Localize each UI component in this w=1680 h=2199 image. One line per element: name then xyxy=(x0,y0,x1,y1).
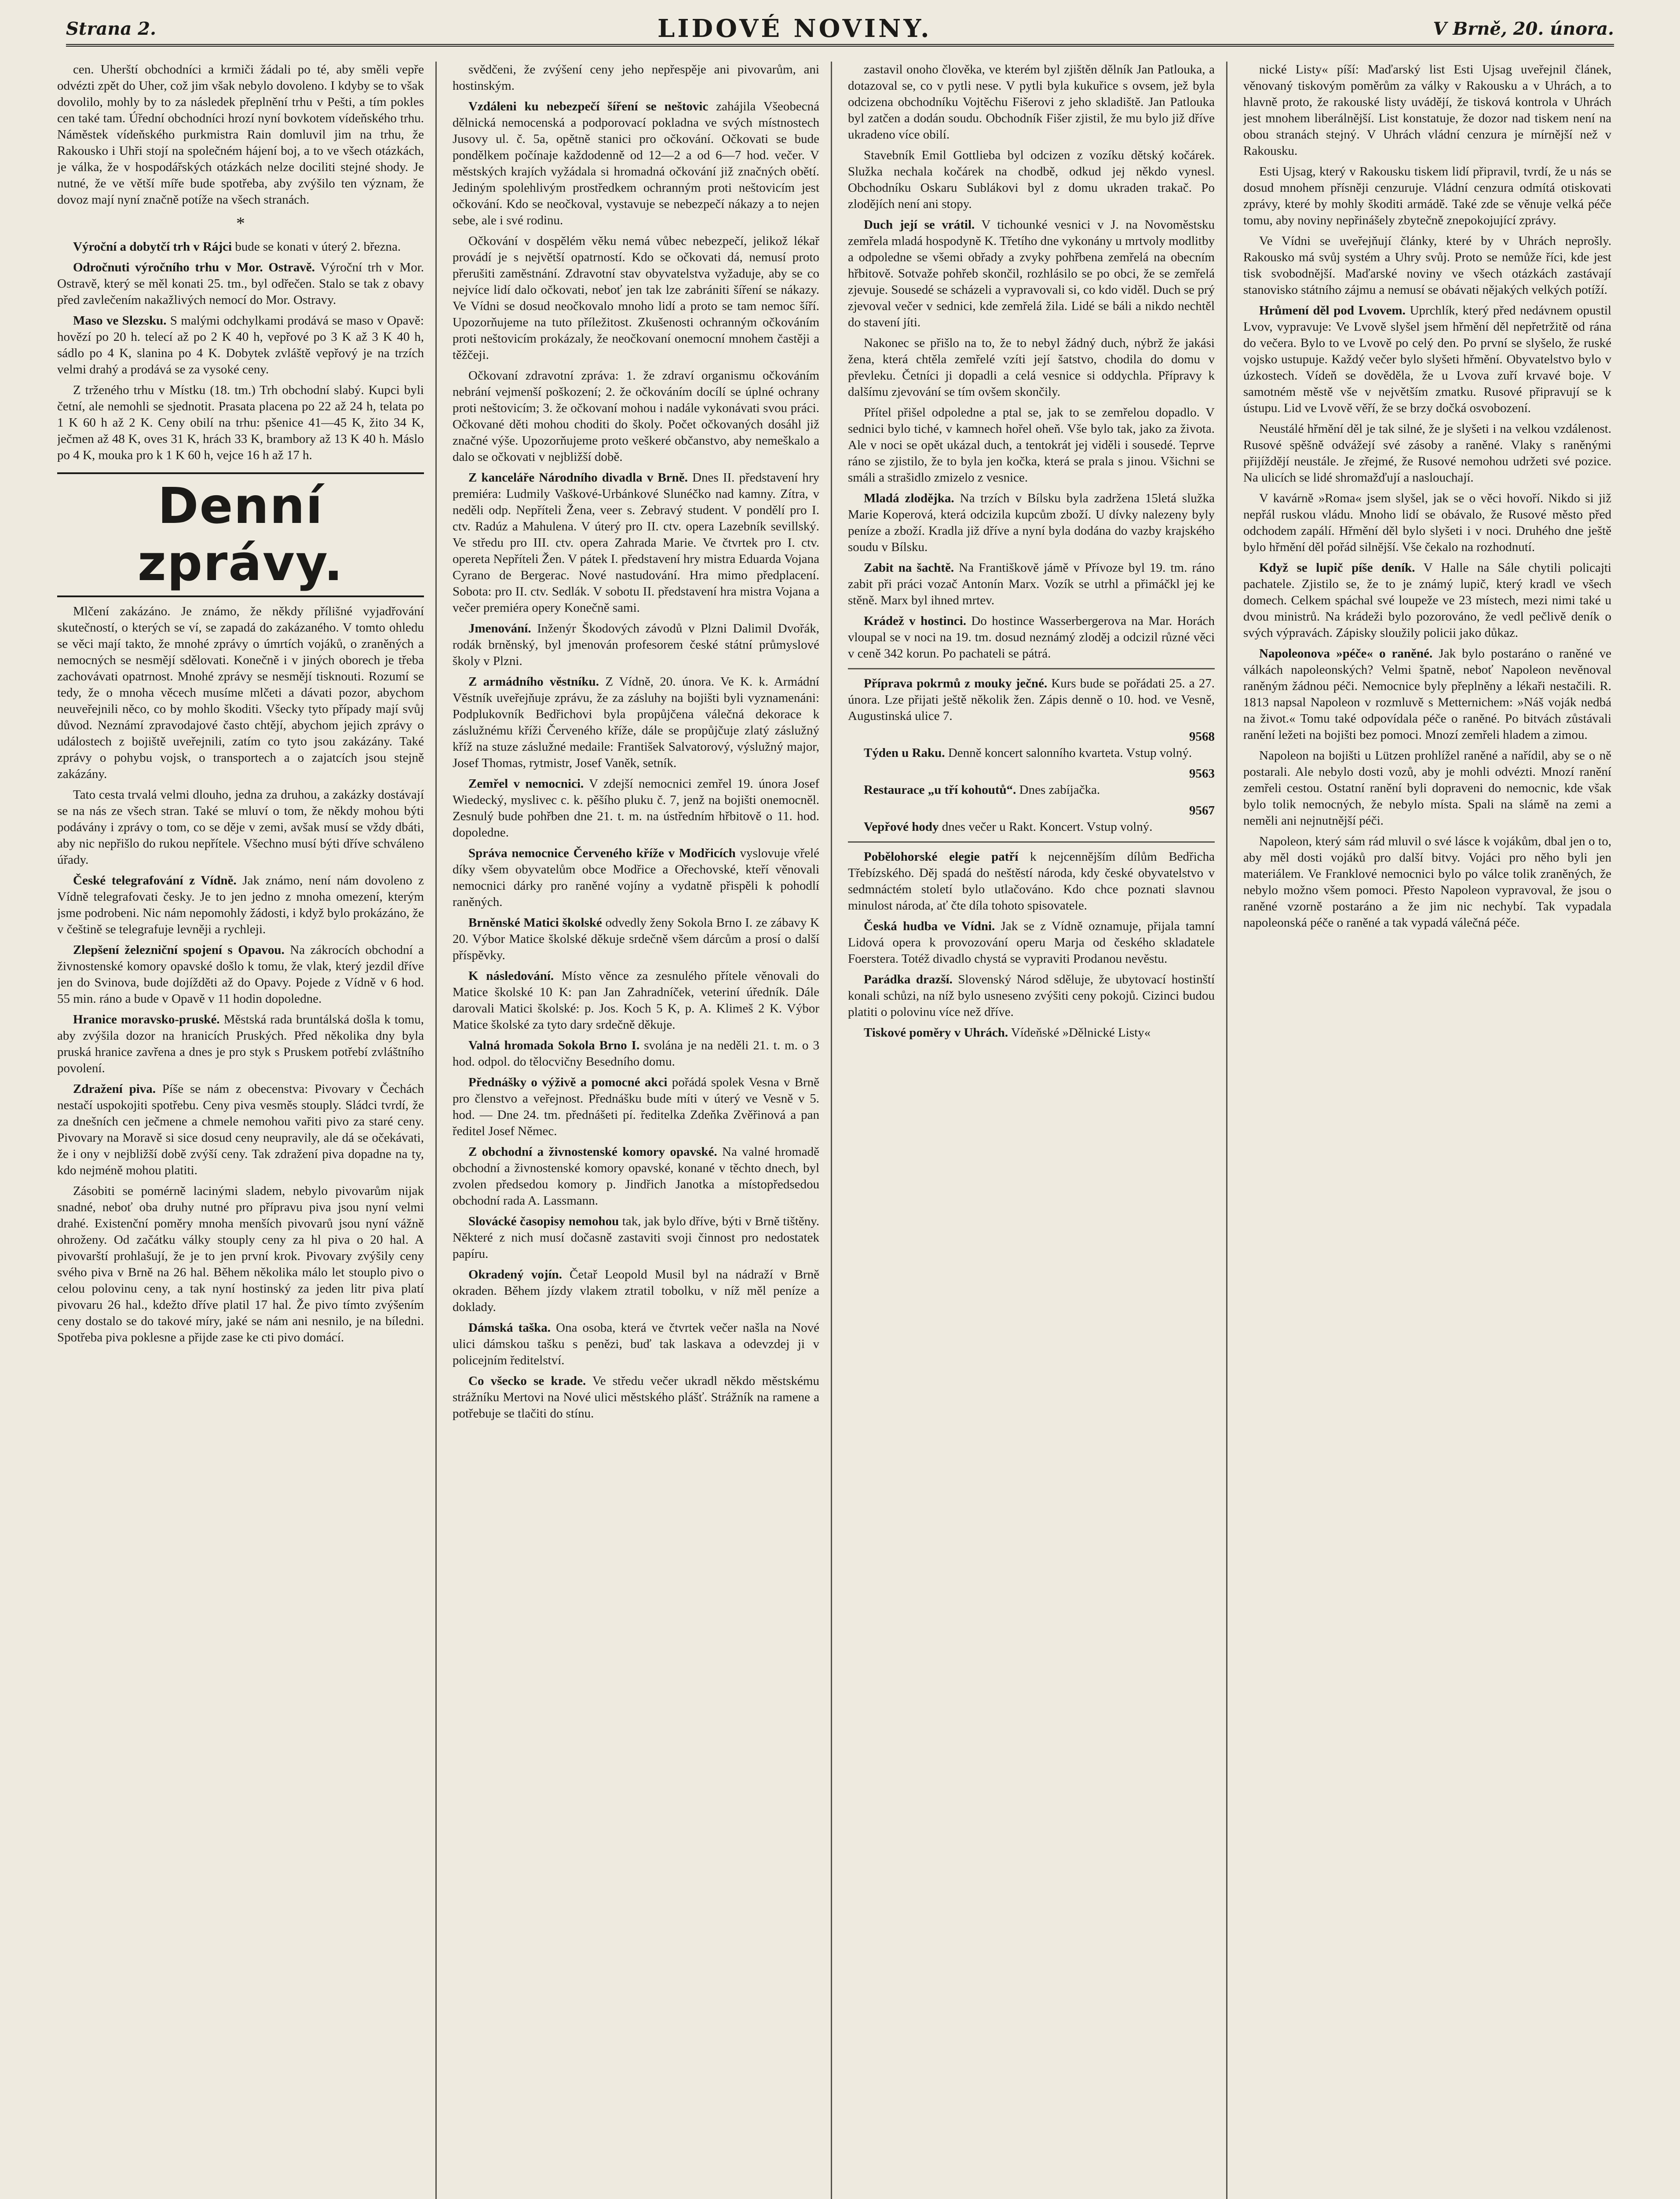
ad-head: Příprava pokrmů z mouky ječné. xyxy=(864,676,1048,690)
ad-head: Týden u Raku. xyxy=(864,746,945,760)
newspaper-title: LIDOVÉ NOVINY. xyxy=(657,14,932,43)
article-paragraph: V kavárně »Roma« jsem slyšel, jak se o věci hovoří. Nikdo si již nepřál ruskou vládu. Mnoho lidí se obávalo, že Rusové město před odchodem zapálí. Hřmění děl bylo slyšeti i v noci. Druhého dne ještě bylo hřmění děl pořád silnější. Vše čekalo na rozhodnutí. xyxy=(1243,491,1611,554)
article-head: Výroční a dobytčí trh v Rájci xyxy=(73,240,232,254)
divider xyxy=(848,841,1215,843)
article-head: Krádež v hostinci. xyxy=(864,614,967,628)
masthead xyxy=(66,13,1614,47)
article-paragraph: Tiskové poměry v Uhrách. Vídeňské »Dělnické Listy« xyxy=(864,1026,1151,1040)
article-paragraph: Valná hromada Sokola Brno I. svolána je na neděli 21. t. m. o 3 hod. odpol. do tělocvičny Besedního domu. xyxy=(453,1038,820,1069)
ad-head: Vepřové hody xyxy=(864,820,939,834)
article-paragraph: Očkovaní zdravotní zpráva: 1. že zdraví organismu očkováním nebrání vejmenší poškození; 2. že očkováním docílí se úplné ochrany proti neštovicím; 3. že očkovaní mohou i nadále vykonávati svou práci. Očkované děti mohou choditi do školy. Počet očkovaných dosáhl již značné výše. Upozorňujeme proto veškeré občanstvo, aby nemeškalo a dalo se očkovati v nejbližší době. xyxy=(453,369,819,464)
article-head: Hranice moravsko-pruské. xyxy=(73,1012,220,1026)
article-paragraph: K následování. Místo věnce za zesnulého přítele věnovali do Matice školské 10 K: pan Jan Zahradníček, veteriní úředník. Dále darovali Matici školské: p. Jos. Koch 5 K, p. A. Klimeš 2 K. Výbor Matice školské za tyto dary srdečně děkuje. xyxy=(453,969,820,1032)
article-paragraph: Tato cesta trvalá velmi dlouho, jedna za druhou, a zakázky dostávají se na nás ze všech stran. Také se mluví o tom, že někdy mohou býti podávány i zprávy o tom, co se děje v zemi, avšak musí se vždy dbáti, aby nic nepřišlo do rukou nepřítele. Všechno musí býti dříve schváleno úřady. xyxy=(57,788,424,867)
article-paragraph: Odročnuti výročního trhu v Mor. Ostravě. Výroční trh v Mor. Ostravě, který se měl konati 25. tm., byl odřečen. Stalo se tak z obavy před zavlečením nakažlivých nemocí do Mor. Ostravy. xyxy=(57,260,424,307)
column-3 xyxy=(848,62,1227,2199)
article-paragraph: svědčeni, že zvýšení ceny jeho nepřespěje ani pivovarům, ani hostinským. xyxy=(453,62,819,93)
article-paragraph: Duch její se vrátil. V tichounké vesnici v J. na Novoměstsku zemřela mladá hospodyně K. Třetího dne vykonány u mrtvoly modlitby a odpoledne se všemi obřady a zvyky pohřbena zemřelá na obecním hřbitově. Sotvaže pohřeb skončil, rozhlásilo se po obci, že se zemřelá zjevuje. Sousedé se scházeli a vypravovali si, co kdo viděl. Duch se prý zjevoval večer v sednici, kde zemřelá žila. Lidé se báli a nikdo nechtěl do stavení jíti. xyxy=(848,218,1215,329)
article-paragraph: Zásobiti se pomérně lacinými sladem, nebylo pivovarům nijak snadné, neboť oba druhy nutné pro přípravu piva jsou nyní velmi drahé. Existenční poměry mnoha menších pivovarů jsou nyní vážně ohroženy. Od začátku války stouply ceny za hl piva o 20 hal. A pivovarští prohlašují, že je to jen první krok. Pivovary zvýšily ceny svého piva v Brně na 26 hal. Během několika málo let stouplo pivo o celou polovinu ceny, a tak nyní hostinský za jeden litr piva platí pivovaru 26 hal., kdežto dříve platil 17 hal. Že pivo tímto zvýšením ceny dostalo se do takové míry, jaké se nám ani nesnilo, je na bíledni. Spotřeba piva poklesne a přijde zase ke cti pivo domácí. xyxy=(57,1184,424,1344)
column-4 xyxy=(1243,62,1623,2199)
article-head: Okradený vojín. xyxy=(468,1268,562,1282)
article-paragraph: Napoleonova »péče« o raněné. Jak bylo postaráno o raněné ve válkách napoleonských? Velmi špatně, neboť Napoleon nevěnoval raněným žádnou péči. Nemocnice byly přeplněny a lékaři nestačili. R. 1813 napsal Napoleon v rozmluvě s Metternichem: »Náš voják nedbá na život.« Tomu také odpovídala péče o raněné. Po bitvách zůstávali ranění ležeti na bojišti bez pomoci. Mnozí zemřeli hladem a zimou. xyxy=(1243,647,1612,742)
article-paragraph: Hrůmení děl pod Lvovem. Uprchlík, který před nedávnem opustil Lvov, vypravuje: Ve Lvově slyšel jsem hřmění děl nepřetržitě od rána do večera. Bylo to ve Lvově po celý den. Po první se slyšelo, že ruské vojsko ustupuje. Každý večer bylo slyšeti hřmění. Obyvatelstvo bylo v úzkostech. Vídeň se dověděla, že u Lvova zuří krvavé boje. V samotném městě vše v největším zmatku. Rusové připravují se k ústupu. Lid ve Lvově věří, že se brzy dočká osvobození. xyxy=(1243,303,1611,415)
article-paragraph: Napoleon na bojišti u Lützen prohlížel raněné a nařídil, aby se o ně postarali. Ale nebylo dosti vozů, aby je mohli odvézti. Mnozí ranění zemřeli cestou. Ostatní ranění byli dopraveni do nemocnic, kde však bylo tolik nemocných, že nebylo místa. Spali na slámě na zemi a neměli ani nejnutnější péči. xyxy=(1243,749,1611,828)
article-paragraph: Esti Ujsag, který v Rakousku tiskem lidí připravil, tvrdí, že u nás se dosud mnohem přísněji cenzuruje. Vládní cenzura odmítá otiskovati zprávy, které by mohly škoditi armádě. Také zde se věnuje velká péče tomu, aby noviny nepřinášely zbytečně znepokojující zprávy. xyxy=(1243,164,1611,227)
article-head: Odročnuti výročního trhu v Mor. Ostravě. xyxy=(73,260,315,274)
article-columns xyxy=(57,62,1623,2199)
article-head: Napoleonova »péče« o raněné. xyxy=(1259,647,1433,661)
article-head: Hrůmení děl pod Lvovem. xyxy=(1259,303,1406,318)
article-head: Z kanceláře Národního divadla v Brně. xyxy=(468,471,688,485)
advertisement: Restaurace „u tří kohoutů“. Dnes zabíjačka. xyxy=(864,783,1100,797)
article-head: Přednášky o výživě a pomocné akci xyxy=(468,1075,668,1089)
article-paragraph: Přednášky o výživě a pomocné akci pořádá spolek Vesna v Brně pro členstvo a veřejnost. Přednášku bude míti v úterý ve Vesně v 5. hod. — Dne 24. tm. přednášeti pí. ředitelka Zdeňka Zvěřinová a pan ředitel Josef Němec. xyxy=(453,1075,819,1138)
article-head: Valná hromada Sokola Brno I. xyxy=(468,1038,640,1052)
article-paragraph: Z trženého trhu v Místku (18. tm.) Trh obchodní slabý. Kupci byli četní, ale nemohli se sjednotit. Prasata placena po 22 až 24 h, telata po 1 K 60 h až 2 K. Ceny obilí na trhu: pšenice 41—45 K, žito 34 K, ječmen až 48 K, oves 31 K, hrách 33 K, brambory až 13 K 40 h. Máslo po 4 K, mouka pro k 1 K 60 h, vejce 16 h až 17 h. xyxy=(57,383,424,462)
article-paragraph: Správa nemocnice Červeného kříže v Modřicích vyslovuje vřelé díky všem obyvatelům obce Modřice a Ořechovské, kteří věnovali nemocnici dárky pro raněné vojíny a vydatně přispěli k pohodlí raněných. xyxy=(453,846,820,909)
article-paragraph: Co všecko se krade. Ve středu večer ukradl někdo městskému strážníku Mertovi na Nové ulici městského plášť. Strážník na ramene a potřebuje se tlačiti do stínu. xyxy=(453,1374,819,1421)
article-head: Zabit na šachtě. xyxy=(864,561,954,575)
article-paragraph: Slovácké časopisy nemohou tak, jak bylo dříve, býti v Brně tištěny. Některé z nich musí dočasně zastaviti svoji činnost pro nedostatek papíru. xyxy=(453,1214,820,1261)
article-head: Parádka drazší. xyxy=(864,972,953,986)
ad-number: 9568 xyxy=(1189,730,1215,744)
article-head: Správa nemocnice Červeného kříže v Modřicích xyxy=(468,846,736,860)
article-paragraph: Když se lupič píše deník. V Halle na Sále chytili policajti pachatele. Zjistilo se, že to je známý lupič, který kradl ve všech domech. Celkem spáchal své loupeže ve 23 místech, mezi nimi také u dvou ministrů. Na krádeži bylo pozorováno, že vedl pečlivě deník o svých výpravách. Zápisky sloužily policii jako důkaz. xyxy=(1243,561,1611,640)
article-paragraph: Dámská taška. Ona osoba, která ve čtvrtek večer našla na Nové ulici dámskou tašku s penězi, buď tak laskava a odevzdej ji v policejním ředitelství. xyxy=(453,1321,820,1367)
article-paragraph: Jmenování. Inženýr Škodových závodů v Plzni Dalimil Dvořák, rodák brněnský, byl jmenován profesorem české státní průmyslové školy v Plzni. xyxy=(453,621,819,668)
article-head: Mladá zlodějka. xyxy=(864,491,954,505)
article-paragraph: Zabit na šachtě. Na Františkově jámě v Přívoze byl 19. tm. ráno zabit při práci vozač Antonín Marx. Vozík se utrhl a přimáčkl jej ke stěně. Marx byl ihned mrtev. xyxy=(848,561,1215,607)
article-paragraph: Stavebník Emil Gottlieba byl odcizen z vozíku dětský kočárek. Služka nechala kočárek na chodbě, odkud jej někdo vynesl. Obchodníku Oskaru Sublákovi byl z domu ukraden trakač. Po zlodějích není ani stopy. xyxy=(848,148,1215,211)
article-paragraph: Nakonec se přišlo na to, že to nebyl žádný duch, nýbrž že jakási žena, která chtěla zemřelé vzíti její šatstvo, chodila do domu v převleku. Četníci ji dopadli a celá vesnice si oddychla. Přípravy k dalšímu zjevování se tím ovšem skončily. xyxy=(848,336,1215,399)
article-head: Co všecko se krade. xyxy=(468,1374,586,1388)
article-paragraph: Mlčení zakázáno. Je známo, že někdy přílišné vyjadřování skutečností, o kterých se ví, se zapadá do zakázaného. V tomto ohledu se věci mají takto, že mnohé zprávy o úmrtích vojáků, o zraněných a nemocných se nesmějí sdělovati. Konečně i v jiných oborech je třeba zachovávati opatrnost. Mnohé zprávy se nesmějí tisknouti. Rozumí se tedy, že o mnoha věcech musíme mlčeti a dávati pozor, abychom neuveřejnili něco, co by mohlo škoditi. Všecky tyto případy mají svůj důvod. Neznámí zpravodajové často chtějí, abychom jejich zprávy o událostech z bojiště uveřejnili, zatím co tyto jsou zakázány. Také zprávy o pohybu vojsk, o transportech a o zajatcích jsou stejně zakázány. xyxy=(57,604,424,781)
article-head: Maso ve Slezsku. xyxy=(73,314,167,328)
article-paragraph: Zdražení piva. Píše se nám z obecenstva: Pivovary v Čechách nestačí uspokojiti spotřebu. Ceny piva vesměs stouply. Sládci tvrdí, že za dnešních cen ječmene a chmele nemohou vařiti pivo za staré ceny. Pivovary na Moravě si sice dosud ceny neupravily, ale dá se očekávati, že i ony v nejbližší době zvýší ceny. Tak zdražení piva dopadne na ty, kdo nejméně mohou platiti. xyxy=(57,1082,424,1177)
article-paragraph: Z kanceláře Národního divadla v Brně. Dnes II. představení hry premiéra: Ludmily Vaškové-Urbánkové Slunéčko nad kamny. Zítra, v neděli odp. Nepříteli Žena, veer s. Zebravý student. V pondělí pro I. ctv. Radúz a Mahulena. V úterý pro II. ctv. opera Lazebník sevillský. Ve středu pro III. ctv. opera Zahrada Marie. Ve čtvrtek pro I. ctv. opereta Nepříteli Žen. V pátek I. představení hry mistra Eduarda Vojana Cyrano de Bergerac. Nové nastudování. Hra mimo předplacení. Sobota: pro II. ctv. Sedlák. V sobotu II. představení hra mistra Vojana a večer premiéra opery Konečně sami. xyxy=(453,471,820,615)
article-paragraph: Napoleon, který sám rád mluvil o své lásce k vojákům, dbal jen o to, aby měl dosti vojáků pro další bitvy. Vojáci pro něho byli jen materiálem. Ve Franklové nemocnici bylo po válce tolik zraněných, že nebylo možno všem pomoci. Přesto Napoleon vypravoval, že jsou o raněné vzorně postaráno a že jim nic nechybí. Tak vypadala napoleonská péče o raněné a tak vypadá válečná péče. xyxy=(1243,834,1611,930)
article-head: Tiskové poměry v Uhrách. xyxy=(864,1026,1008,1040)
divider xyxy=(848,668,1215,669)
article-head: Brněnské Matici školské xyxy=(468,916,602,930)
article-head: Pobělohorské elegie patří xyxy=(864,850,1019,864)
article-paragraph: Okradený vojín. Četař Leopold Musil byl na nádraží v Brně okraden. Během jízdy vlakem ztratil tobolku, v níž měl peníze a doklady. xyxy=(453,1268,820,1314)
article-head: Zemřel v nemocnici. xyxy=(468,777,584,791)
article-paragraph: Česká hudba ve Vídni. Jak se z Vídně oznamuje, přijala tamní Lidová opera k provozování operu Marja od českého skladatele Foerstera. Totéž divadlo chystá se vypraviti Prodanou nevěstu. xyxy=(848,919,1215,966)
article-head: Česká hudba ve Vídni. xyxy=(864,919,995,933)
article-paragraph: Parádka drazší. Slovenský Národ sděluje, že ubytovací hostinští konali schůzi, na níž bylo usneseno zvýšiti ceny pokojů. Cizinci budou platiti o polovinu více než dříve. xyxy=(848,972,1215,1019)
article-paragraph: Brněnské Matici školské odvedly ženy Sokola Brno I. ze zábavy K 20. Výbor Matice školské děkuje srdečně všem dárcům a prosí o další příspěvky. xyxy=(453,916,820,962)
article-paragraph: nické Listy« píší: Maďarský list Esti Ujsag uveřejnil článek, věnovaný tiskovým poměrům za války v Rakousku a v Uhrách, a to hlavně proto, že rakouské listy uvádějí, že tisková kontrola v Uhrách jest mnohem liberálnější. List konstatuje, že dozor nad tiskem není na obou stranách stejný. V Uhrách vládní cenzura je mírnější než v Rakousku. xyxy=(1243,62,1611,158)
article-head: České telegrafování z Vídně. xyxy=(73,873,237,888)
article-paragraph: Krádež v hostinci. Do hostince Wasserbergerova na Mar. Horách vloupal se v noci na 19. tm. dosud neznámý zloděj a odcizil různé věci v ceně 342 korun. Po pachateli se pátrá. xyxy=(848,614,1215,661)
article-paragraph: Ve Vídni se uveřejňují články, které by v Uhrách neprošly. Rakousko má svůj systém a Uhry svůj. Proto se nemůže říci, kde jest tisk svobodnější. Maďarské noviny ve všech otázkách zastávají stanovisko státního zájmu a nemusí se obávati nějakých velkých potíží. xyxy=(1243,234,1611,297)
column-2 xyxy=(453,62,832,2199)
ad-number: 9563 xyxy=(1189,767,1215,781)
ad-head: Restaurace „u tří kohoutů“. xyxy=(864,783,1016,797)
article-paragraph: Přítel přišel odpoledne a ptal se, jak to se zemřelou dopadlo. V sednici bylo tiché, v kamnech hořel oheň. Vše bylo tak, jako za života. Ale v noci se opět ukázal duch, a tentokrát jej viděli i sousedé. Teprve ráno se zjistilo, že to byla jen kočka, která se prala s jinou. Všichni se smáli a strašidlo zmizelo z vesnice. xyxy=(848,405,1215,485)
article-head: Slovácké časopisy nemohou xyxy=(468,1214,619,1228)
article-head: Zdražení piva. xyxy=(73,1082,156,1096)
article-head: Z obchodní a živnostenské komory opavské. xyxy=(468,1145,717,1159)
article-head: Vzdáleni ku nebezpečí šíření se neštovic xyxy=(468,99,709,113)
article-head: Zlepšení železniční spojení s Opavou. xyxy=(73,943,285,957)
article-head: Z armádního věstníku. xyxy=(468,675,599,689)
article-head: Dámská taška. xyxy=(468,1321,551,1335)
article-paragraph: Hranice moravsko-pruské. Městská rada bruntálská došla k tomu, aby zvýšila dozor na hranicích Pruských. Před několika dny byla pruská hranice zavřena a dnes je pro styk s Pruskem potřebí zvláštního povolení. xyxy=(57,1012,424,1075)
place-date: V Brně, 20. února. xyxy=(1433,18,1614,39)
article-paragraph: Vzdáleni ku nebezpečí šíření se neštovic zahájila Všeobecná dělnická nemocenská a podporovací pokladna ve svých místnostech Jusovy ul. č. 5a, opětně stanici pro očkování. Očkovati se bude pondělkem počínaje každodenně od 12—2 a od 6—7 hod. večer. V městských krajích vyžádala si hromadná očkování již značných obětí. Jediným spolehlivým prostředkem ochranným proti neštovicím jest očkování. Kdo se neočkoval, vystavuje se nebezpečí nákazy a to nejen sebe, ale i své rodinu. xyxy=(453,99,819,227)
article-paragraph: Zlepšení železniční spojení s Opavou. Na zákrocích obchodní a živnostenské komory opavské došlo k tomu, že vlak, který jezdil dříve jen do Svinova, bude dojížděti až do Opavy. Pojede z Vídně v 6 hod. 55 min. ráno a bude v Opavě v 11 hodin dopoledne. xyxy=(57,943,424,1006)
article-paragraph: Z obchodní a živnostenské komory opavské. Na valné hromadě obchodní a živnostenské komory opavské, konané v těchto dnech, byl zvolen předsedou komory p. Jindřich Janotka a místopředsedou obchodní rada A. Lassmann. xyxy=(453,1145,819,1208)
column-1 xyxy=(57,62,437,2199)
separator-star: * xyxy=(236,213,245,233)
article-paragraph: Výroční a dobytčí trh v Rájci bude se konati v úterý 2. března. xyxy=(73,240,401,254)
page-number: Strana 2. xyxy=(66,18,157,39)
article-head: Duch její se vrátil. xyxy=(864,218,975,232)
section-title-denni-zpravy: Denní zprávy. xyxy=(57,472,424,597)
article-paragraph: cen. Uherští obchodníci a krmiči žádali po té, aby směli vepře odvézti zpět do Uher, což jim však nebylo dovoleno. I kdyby se to však dovolilo, mohly by to za následek přeplnění trhu v Pešti, a tím pokles cen také tam. Úřední obchodníci hrozí nyní bovkotem vídeňského trhu. Náměstek vídeňského purkmistra Rain domluvil jim na trhu, že Rakousko i Uhři stojí na společném hájení boj, a to ve všech otázkách, je válka, že v hospodářských otázkách nelze dociliti stejné shody. Je nutné, že ve větší míře bude spotřeba, aby zvýšilo ten význam, že dovoz mají nyní značně potíže na všech stranách. xyxy=(57,62,424,207)
advertisement: Příprava pokrmů z mouky ječné. Kurs bude se pořádati 25. a 27. února. Lze přijati ještě několik žen. Zápis denně o 10. hod. ve Vesně, Augustinská ulice 7. xyxy=(848,676,1215,723)
advertisement: Vepřové hody dnes večer u Rakt. Koncert. Vstup volný. xyxy=(864,820,1153,834)
article-paragraph: Z armádního věstníku. Z Vídně, 20. února. Ve K. k. Armádní Věstník uveřejňuje zprávu, že za zásluhy na bojišti byli vyznamenáni: Podplukovník Bedřichovi byla propůjčena válečná dekorace k záslužnému kříži Červeného kříže, dále se propůjčuje zlatý záslužný kříž na stuze záslužné medaile: František Salvatorový, výslužný major, Josef Thomas, rytmistr, Josef Vaněk, setník. xyxy=(453,675,819,770)
article-paragraph: Zemřel v nemocnici. V zdejší nemocnici zemřel 19. února Josef Wiedecký, myslivec c. k. pěšího pluku č. 7, jenž na bojišti onemocněl. Zesnulý bude pohřben dne 21. t. m. na ústředním hřbitově o 11. hod. dopoledne. xyxy=(453,777,819,840)
article-paragraph: Pobělohorské elegie patří k nejcennějším dílům Bedřicha Třebízského. Děj spadá do neštěstí národa, kdy české obyvatelstvo v sedmnáctém století bylo utlačováno. Kdo chce poznati slavnou minulost národa, ať čte díla tohoto spisovatele. xyxy=(848,850,1215,913)
article-paragraph: Očkování v dospělém věku nemá vůbec nebezpečí, jelikož lékař provádí je s největší opatrností. Kdo se očkovati dá, nemusí proto přerušiti zaměstnání. Zdravotní stav obyvatelstva vyžaduje, aby se co nejvíce lidí dalo očkovati, neboť jen tak lze zabrániti šíření se nákazy. Ve Vídni se dosud neočkovalo mnoho lidí a proto se tam nemoc šíří. Upozorňujeme na tuto příležitost. Zkušenosti ochranným očkováním proti neštovicím prokázaly, že neočkovaní onemocní mnohem častěji a těžčeji. xyxy=(453,234,819,362)
ad-number: 9567 xyxy=(1189,804,1215,818)
article-paragraph: Neustálé hřmění děl je tak silné, že je slyšeti i na velkou vzdálenost. Rusové spěšně odvážejí své zásoby a raněné. Vlaky s raněnými přijíždějí neustále. Je zřejmé, že Rusové nemohou udržeti své pozice. Na ulicích se lidé shromažďují a naslouchají. xyxy=(1243,422,1611,485)
article-paragraph: zastavil onoho člověka, ve kterém byl zjištěn dělník Jan Patlouka, a dotazoval se, co v pytli nese. V pytli byla kukuřice s ovsem, jež byla odcizena obchodníku Vojtěchu Fišerovi z jeho skladiště. Jan Patlouka byl zatčen a dodán soudu. Obchodník Fišer zjistil, že mu bylo již dříve ukradeno více obilí. xyxy=(848,62,1215,142)
advertisement: Týden u Raku. Denně koncert salonního kvarteta. Vstup volný. xyxy=(864,746,1192,760)
article-head: K následování. xyxy=(468,969,554,983)
article-paragraph: České telegrafování z Vídně. Jak známo, není nám dovoleno z Vídně telegrafovati česky. Je to jen jedno z mnoha omezení, kterým jsme podrobeni. Nic nám nepomohly žádosti, i když bylo prokázáno, že v češtině se telegrafuje levněji a rychleji. xyxy=(57,873,424,936)
article-paragraph: Maso ve Slezsku. S malými odchylkami prodává se maso v Opavě: hovězí po 20 h. telecí až po 2 K 40 h, vepřové po 3 K až 3 K 40 h, sádlo po 4 K, slanina po 4 K. Dobytek zvláště vepřový je na trzích velmi drahý a prodává se za vysoké ceny. xyxy=(57,314,424,376)
article-paragraph: Mladá zlodějka. Na trzích v Bílsku byla zadržena 15letá služka Marie Koperová, která odcizila kupcům zboží. U dívky nalezeny byly peníze a zboží. Kradla již dříve a nyní byla dodána do vazby krajského soudu v Bílsku. xyxy=(848,491,1215,554)
article-head: Jmenování. xyxy=(468,621,531,636)
article-head: Když se lupič píše deník. xyxy=(1259,561,1415,575)
